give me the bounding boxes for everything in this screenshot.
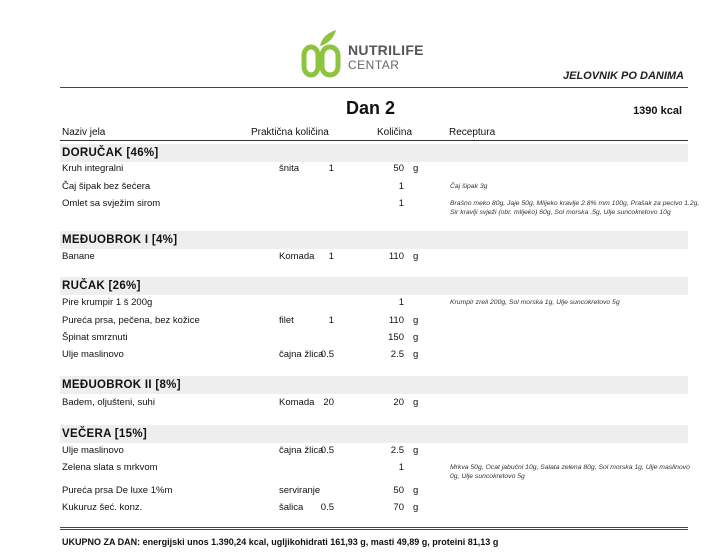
practical-unit: šnita [279, 163, 300, 174]
day-title: Dan 2 [346, 98, 396, 118]
quantity: 20 [393, 397, 404, 408]
table-row [60, 444, 688, 458]
quantity: 150 [388, 332, 404, 343]
quantity: 110 [388, 251, 404, 262]
practical-quantity: 0.5 [320, 349, 334, 360]
food-name: Ulje maslinovo [62, 445, 124, 456]
food-name: Špinat smrznuti [62, 332, 128, 343]
section-header-snack-1 [60, 231, 688, 249]
section-header-dinner [60, 425, 688, 443]
quantity-unit: g [413, 397, 419, 408]
daily-totals: UKUPNO ZA DAN: energijski unos 1.390,24 kcal, ugljikohidrati 161,93 g, masti 49,89 g, proteini 81,13 g [62, 537, 499, 547]
section-title: RUČAK [26%] [62, 280, 141, 292]
food-name: Badem, oljušteni, suhi [62, 397, 155, 408]
practical-quantity: 1 [328, 251, 334, 262]
quantity: 1 [398, 181, 404, 192]
table-row [60, 331, 688, 345]
section-header-lunch [60, 277, 688, 295]
practical-quantity: 1 [328, 315, 334, 326]
practical-quantity: 0.5 [320, 445, 334, 456]
quantity: 1 [398, 462, 404, 473]
quantity: 110 [388, 315, 404, 326]
table-row [60, 484, 688, 498]
apple-logo-icon [300, 26, 344, 80]
practical-unit: Komada [279, 397, 315, 408]
header-divider [60, 140, 688, 141]
table-row [60, 197, 700, 216]
quantity: 2.5 [390, 349, 404, 360]
brand-name: NUTRILIFE [348, 42, 424, 58]
food-name: Pureća prsa De luxe 1%m [62, 485, 173, 496]
food-name: Pire krumpir 1 š 200g [62, 297, 153, 308]
quantity-unit: g [413, 251, 419, 262]
recipe: Mrkva 50g, Ocat jabučni 10g, Salata zelena 80g, Sol morska 1g, Ulje maslinovo 0g, Ulje suncokretovo 5g [450, 464, 690, 480]
top-divider [60, 87, 688, 88]
table-row [60, 180, 688, 194]
column-header-quantity: Količina [377, 127, 413, 138]
section-header-breakfast [60, 144, 688, 162]
table-row [60, 296, 688, 310]
table-row [60, 396, 688, 410]
quantity: 2.5 [390, 445, 404, 456]
quantity-unit: g [413, 332, 419, 343]
food-name: Kukuruz šeć. konz. [62, 502, 143, 513]
practical-unit: čajna žlica [279, 349, 324, 360]
table-row [60, 314, 688, 328]
column-header-recipe: Receptura [449, 127, 496, 138]
section-header-snack-2 [60, 376, 688, 394]
practical-quantity: 0.5 [320, 502, 334, 513]
food-name: Ulje maslinovo [62, 349, 124, 360]
menu-title: JELOVNIK PO DANIMA [562, 70, 684, 82]
food-name: Omlet sa svježim sirom [62, 198, 161, 209]
quantity: 1 [398, 198, 404, 209]
footer-divider [60, 527, 688, 528]
quantity: 1 [398, 297, 404, 308]
quantity-unit: g [413, 163, 419, 174]
recipe: Čaj šipak 3g [450, 183, 488, 190]
quantity-unit: g [413, 349, 419, 360]
footer-divider [60, 529, 688, 530]
food-name: Banane [62, 251, 95, 262]
daily-kcal: 1390 kcal [633, 105, 682, 117]
table-row [60, 250, 688, 264]
column-header-practical: Praktična količina [251, 127, 329, 138]
practical-unit: serviranje [279, 485, 321, 496]
recipe: Krumpir zreli 200g, Sol morska 1g, Ulje suncokretovo 5g [450, 299, 620, 306]
practical-quantity: 20 [323, 397, 334, 408]
quantity-unit: g [413, 485, 419, 496]
quantity-unit: g [413, 315, 419, 326]
practical-unit: Komada [279, 251, 315, 262]
table-row [60, 501, 688, 515]
table-row [60, 348, 688, 362]
section-title: VEČERA [15%] [62, 428, 147, 440]
table-row [60, 162, 688, 176]
section-title: MEĐUOBROK II [8%] [62, 379, 181, 391]
food-name: Pureća prsa, pečena, bez kožice [62, 315, 200, 326]
quantity-unit: g [413, 445, 419, 456]
practical-quantity: 1 [328, 163, 334, 174]
quantity-unit: g [413, 502, 419, 513]
quantity: 70 [393, 502, 404, 513]
practical-unit: šalica [279, 502, 304, 513]
table-row [60, 461, 690, 480]
section-title: MEĐUOBROK I [4%] [62, 234, 178, 246]
food-name: Kruh integralni [62, 163, 124, 174]
food-name: Zelena slata s mrkvom [62, 462, 158, 473]
practical-unit: filet [279, 315, 294, 326]
quantity: 50 [393, 163, 404, 174]
column-header-name: Naziv jela [62, 127, 106, 138]
recipe: Brašno meko 80g, Jaje 50g, Mlijeko kravlje 2.8% mm 100g, Prašak za pecivo 1.2g, Sir kravlji svježi (obr. mlijeko) 60g, Sol morska .5g, Ulje suncokretovo 10g [450, 200, 700, 216]
section-title: DORUČAK [46%] [62, 147, 159, 159]
brand-subtitle: CENTAR [348, 58, 400, 72]
practical-unit: čajna žlica [279, 445, 324, 456]
nutrilife-logo [300, 26, 440, 80]
quantity: 50 [393, 485, 404, 496]
food-name: Čaj šipak bez šećera [62, 181, 151, 192]
